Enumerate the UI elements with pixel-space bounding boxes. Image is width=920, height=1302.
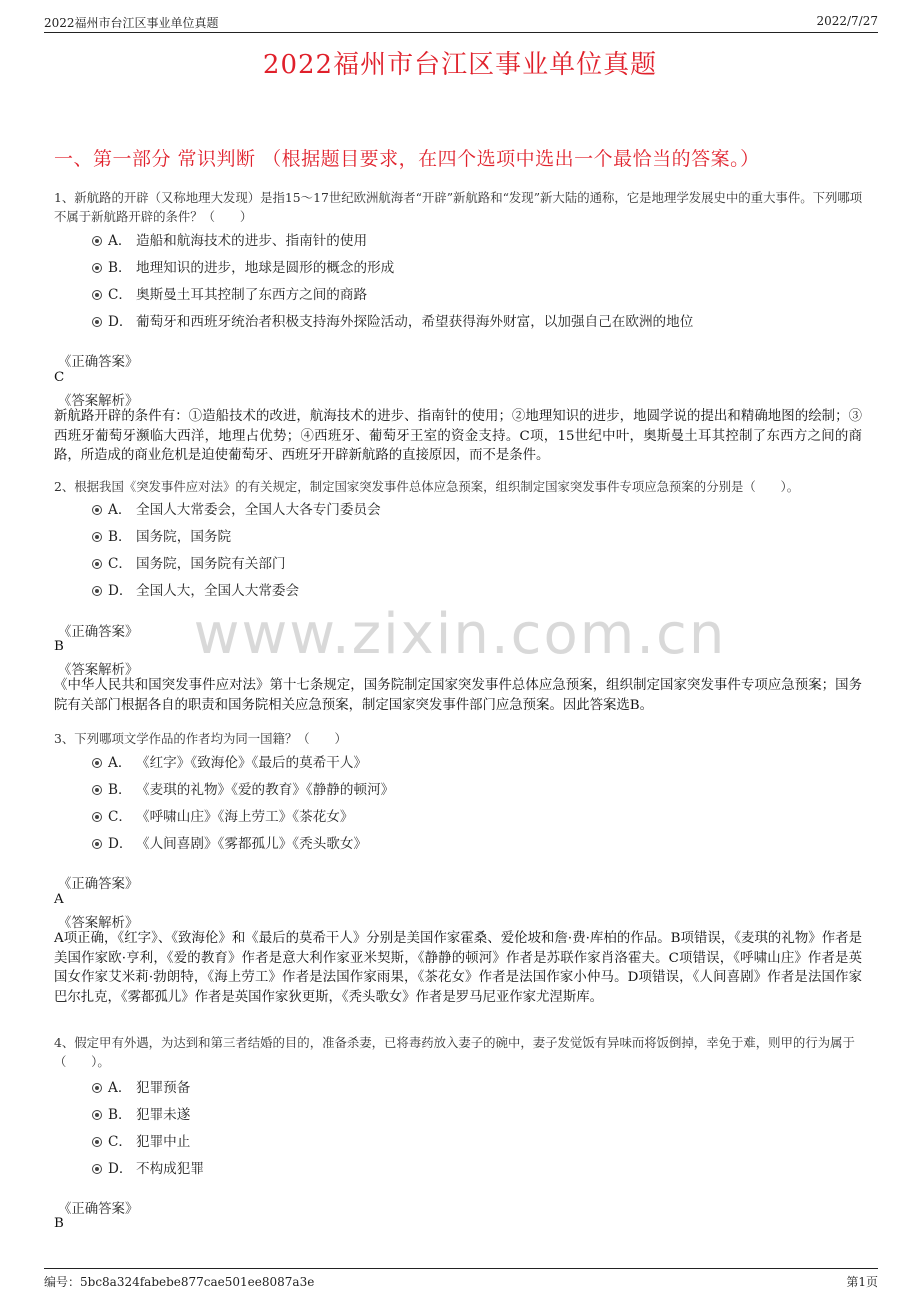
answer-label: 《正确答案》 bbox=[58, 877, 139, 892]
header-doc-title: 2022福州市台江区事业单位真题 bbox=[44, 16, 219, 30]
page-footer bbox=[44, 1268, 878, 1291]
radio-icon[interactable] bbox=[92, 839, 102, 849]
header-date: 2022/7/27 bbox=[816, 14, 878, 28]
explanation-text: 新航路开辟的条件有：①造船技术的改进，航海技术的进步、指南针的使用；②地理知识的进步，地圆学说的提出和精确地图的绘制；③西班牙葡萄牙濒临大西洋，地理占优势；④西班牙、葡萄牙王室的资金支持。C项，15世纪中叶，奥斯曼土耳其控制了东西方之间的商路，所造成的商业危机是迫使葡萄牙、西班牙开辟新航路的直接原因，而不是条件。 bbox=[54, 409, 862, 463]
radio-icon[interactable] bbox=[92, 758, 102, 768]
option-c[interactable]: C． 奥斯曼土耳其控制了东西方之间的商路 bbox=[92, 283, 367, 303]
option-c[interactable]: C． 犯罪中止 bbox=[92, 1130, 190, 1150]
radio-icon[interactable] bbox=[92, 1164, 102, 1174]
radio-icon[interactable] bbox=[92, 1137, 102, 1147]
radio-icon[interactable] bbox=[92, 236, 102, 246]
answer-label: 《正确答案》 bbox=[58, 355, 139, 370]
page-title: 2022福州市台江区事业单位真题 bbox=[262, 50, 658, 80]
explanation-text: A项正确，《红字》、《致海伦》和《最后的莫希干人》分别是美国作家霍桑、爱伦坡和詹·费·库柏的作品。B项错误，《麦琪的礼物》作者是美国作家欧·亨利，《爱的教育》作者是意大利作家亚米契斯，《静静的顿河》作者是苏联作家肖洛霍夫。C项错误，《呼啸山庄》作者是英国女作家艾米莉·勃朗特，《海上劳工》作者是法国作家雨果，《茶花女》作者是法国作家小仲马。D项错误，《人间喜剧》作者是法国作家巴尔扎克，《雾都孤儿》作者是英国作家狄更斯，《秃头歌女》作者是罗马尼亚作家尤涅斯库。 bbox=[54, 931, 862, 1005]
explanation-label: 《答案解析》 bbox=[58, 394, 139, 409]
radio-icon[interactable] bbox=[92, 263, 102, 273]
answer-label: 《正确答案》 bbox=[58, 1202, 139, 1217]
radio-icon[interactable] bbox=[92, 586, 102, 596]
question-stem: 4、假定甲有外遇，为达到和第三者结婚的目的，准备杀妻，已将毒药放入妻子的碗中，妻子发觉饭有异味而将饭倒掉，幸免于难，则甲的行为属于（ ）。 bbox=[54, 1035, 855, 1069]
radio-icon[interactable] bbox=[92, 559, 102, 569]
page-header bbox=[44, 12, 878, 33]
answer-value: B bbox=[54, 639, 64, 654]
question-stem: 2、根据我国《突发事件应对法》的有关规定，制定国家突发事件总体应急预案，组织制定国家突发事件专项应急预案的分别是（ ）。 bbox=[54, 479, 800, 494]
radio-icon[interactable] bbox=[92, 290, 102, 300]
option-b[interactable]: B． 犯罪未遂 bbox=[92, 1103, 190, 1123]
option-a[interactable]: A． 犯罪预备 bbox=[92, 1076, 190, 1096]
radio-icon[interactable] bbox=[92, 785, 102, 795]
option-b[interactable]: B． 《麦琪的礼物》《爱的教育》《静静的顿河》 bbox=[92, 778, 394, 798]
watermark: www.zixin.com.cn bbox=[193, 602, 727, 667]
page-number: 第1页 bbox=[846, 1275, 878, 1289]
option-a[interactable]: A． 造船和航海技术的进步、指南针的使用 bbox=[92, 229, 367, 249]
option-a[interactable]: A． 《红字》《致海伦》《最后的莫希干人》 bbox=[92, 751, 367, 771]
option-c[interactable]: C． 国务院，国务院有关部门 bbox=[92, 552, 286, 572]
doc-id: 编号：5bc8a324fabebe877cae501ee8087a3e bbox=[44, 1275, 315, 1289]
radio-icon[interactable] bbox=[92, 505, 102, 515]
radio-icon[interactable] bbox=[92, 1083, 102, 1093]
option-b[interactable]: B． 国务院，国务院 bbox=[92, 525, 231, 545]
option-d[interactable]: D． 全国人大，全国人大常委会 bbox=[92, 579, 299, 599]
radio-icon[interactable] bbox=[92, 317, 102, 327]
explanation-label: 《答案解析》 bbox=[58, 663, 139, 678]
radio-icon[interactable] bbox=[92, 812, 102, 822]
option-a[interactable]: A． 全国人大常委会，全国人大各专门委员会 bbox=[92, 498, 381, 518]
explanation-text: 《中华人民共和国突发事件应对法》第十七条规定，国务院制定国家突发事件总体应急预案，组织制定国家突发事件专项应急预案；国务院有关部门根据各自的职责和国务院相关应急预案，制定国家突发事件部门应急预案。因此答案选B。 bbox=[54, 678, 862, 713]
answer-value: A bbox=[54, 892, 64, 907]
question-stem: 3、下列哪项文学作品的作者均为同一国籍？（ ） bbox=[54, 731, 347, 746]
answer-value: C bbox=[54, 370, 65, 385]
option-d[interactable]: D． 《人间喜剧》《雾都孤儿》《秃头歌女》 bbox=[92, 832, 367, 852]
option-d[interactable]: D． 不构成犯罪 bbox=[92, 1157, 204, 1177]
question-stem: 1、新航路的开辟（又称地理大发现）是指15～17世纪欧洲航海者“开辟”新航路和“发现”新大陆的通称，它是地理学发展史中的重大事件。下列哪项不属于新航路开辟的条件？（ ） bbox=[54, 190, 863, 224]
radio-icon[interactable] bbox=[92, 1110, 102, 1120]
answer-label: 《正确答案》 bbox=[58, 625, 139, 640]
option-b[interactable]: B． 地理知识的进步，地球是圆形的概念的形成 bbox=[92, 256, 394, 276]
option-d[interactable]: D． 葡萄牙和西班牙统治者积极支持海外探险活动，希望获得海外财富，以加强自己在欧洲的地位 bbox=[92, 310, 693, 330]
option-c[interactable]: C． 《呼啸山庄》《海上劳工》《茶花女》 bbox=[92, 805, 354, 825]
radio-icon[interactable] bbox=[92, 532, 102, 542]
section-heading: 一、第一部分 常识判断 （根据题目要求，在四个选项中选出一个最恰当的答案。） bbox=[54, 148, 760, 170]
answer-value: B bbox=[54, 1216, 64, 1231]
explanation-label: 《答案解析》 bbox=[58, 916, 139, 931]
